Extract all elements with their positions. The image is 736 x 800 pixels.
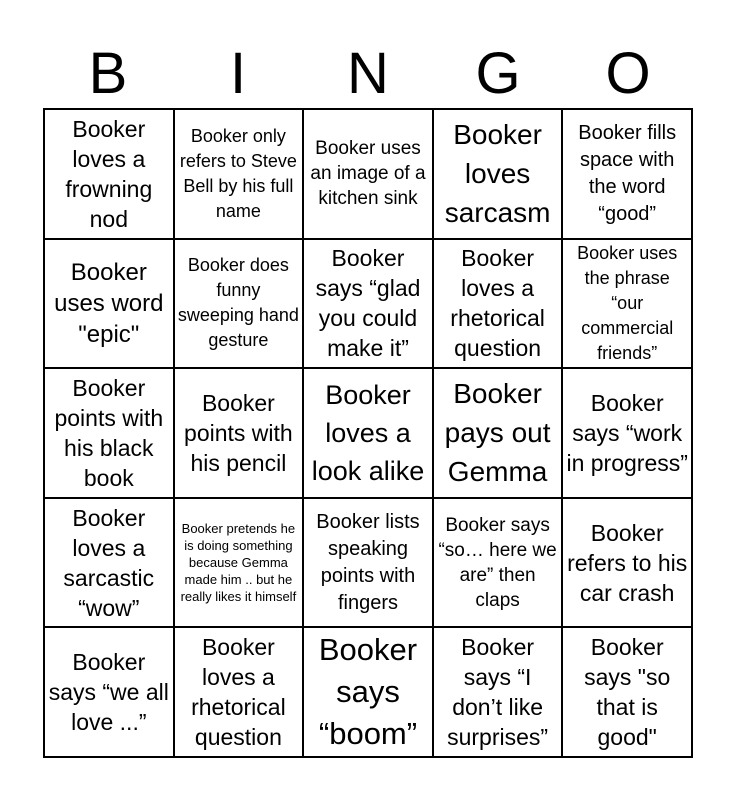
bingo-cell-r3-c1[interactable] [174, 498, 304, 628]
cell-text: Booker refers to his car crash [567, 519, 688, 606]
cell-text: Booker points with his pencil [184, 389, 293, 476]
cell-text: Booker says “I don’t like surprises” [447, 634, 549, 751]
cell-text: Booker loves a rhetorical question [450, 245, 545, 362]
cell-text: Booker uses word "epic" [54, 258, 164, 348]
bingo-cell-r3-c4[interactable] [562, 498, 692, 628]
bingo-cell-r4-c0[interactable] [44, 627, 174, 757]
bingo-cell-r4-c2[interactable] [303, 627, 433, 757]
cell-text: Booker loves a sarcastic “wow” [63, 504, 155, 621]
bingo-cell-r4-c1[interactable] [174, 627, 304, 757]
cell-text: Booker loves a frowning nod [65, 115, 153, 232]
bingo-cell-r3-c3[interactable] [433, 498, 563, 628]
bingo-cell-r2-c0[interactable] [44, 368, 174, 498]
bingo-header [43, 40, 693, 108]
cell-text: Booker pays out Gemma [444, 378, 551, 488]
cell-text: Booker uses the phrase “our commercial friends” [577, 242, 678, 363]
bingo-cell-r2-c1[interactable] [174, 368, 304, 498]
bingo-cell-r1-c1[interactable] [174, 239, 304, 369]
cell-text: Booker does funny sweeping hand gesture [177, 255, 299, 351]
cell-text: Booker says “so… here we are” then claps [438, 514, 557, 611]
bingo-cell-r1-c0[interactable] [44, 239, 174, 369]
cell-text: Booker loves a look alike [311, 379, 425, 486]
bingo-cell-r3-c2[interactable] [303, 498, 433, 628]
bingo-cell-r2-c4[interactable] [562, 368, 692, 498]
cell-text: Booker says “we all love ...” [48, 649, 169, 736]
bingo-cell-r0-c2[interactable] [303, 109, 433, 239]
cell-text: Booker only refers to Steve Bell by his full name [179, 125, 297, 221]
cell-text: Booker fills space with the word “good” [578, 121, 677, 225]
bingo-cell-r2-c2[interactable] [303, 368, 433, 498]
bingo-cell-r4-c4[interactable] [562, 627, 692, 757]
cell-text: Booker uses an image of a kitchen sink [310, 138, 426, 210]
cell-text: Booker pretends he is doing something because Gemma made him .. but he really likes it himself [180, 521, 297, 605]
bingo-cell-r0-c3[interactable] [433, 109, 563, 239]
header-letter-i: I [229, 41, 247, 106]
bingo-cell-r1-c3[interactable] [433, 239, 563, 369]
cell-text: Booker says “boom” [318, 632, 418, 752]
cell-text: Booker says "so that is good" [584, 634, 671, 751]
bingo-cell-r0-c4[interactable] [562, 109, 692, 239]
header-letter-g: G [475, 41, 521, 106]
cell-text: Booker lists speaking points with fingers [316, 510, 420, 614]
cell-text: Booker says “glad you could make it” [315, 245, 421, 362]
cell-text: Booker loves sarcasm [444, 119, 551, 229]
bingo-cell-r2-c3[interactable] [433, 368, 563, 498]
bingo-cell-r1-c4[interactable] [562, 239, 692, 369]
header-letter-o: O [605, 41, 651, 106]
bingo-cell-r0-c0[interactable] [44, 109, 174, 239]
header-letter-n: N [347, 41, 389, 106]
bingo-card [43, 108, 693, 758]
bingo-cell-r1-c2[interactable] [303, 239, 433, 369]
cell-text: Booker loves a rhetorical question [191, 634, 286, 751]
cell-text: Booker says “work in progress” [566, 389, 688, 476]
bingo-cell-r4-c3[interactable] [433, 627, 563, 757]
cell-text: Booker points with his black book [54, 374, 164, 491]
bingo-cell-r3-c0[interactable] [44, 498, 174, 628]
header-letter-b: B [88, 41, 128, 106]
bingo-cell-r0-c1[interactable] [174, 109, 304, 239]
